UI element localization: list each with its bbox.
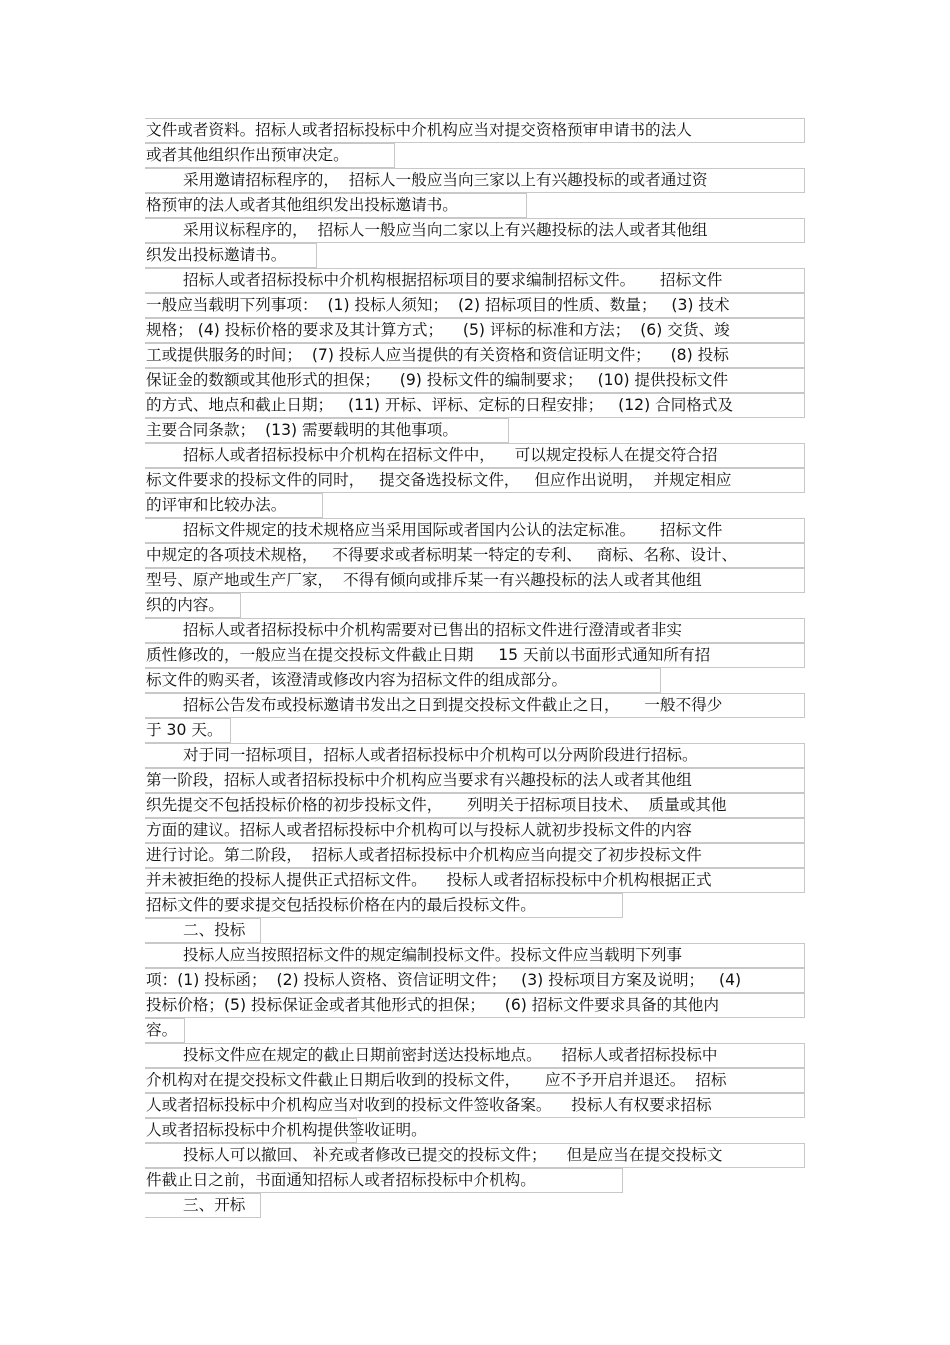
text-line: 对于同一招标项目，招标人或者招标投标中介机构可以分两阶段进行招标。 bbox=[183, 746, 698, 764]
text-line: 招标公告发布或投标邀请书发出之日到提交投标文件截止之日， 一般不得少 bbox=[183, 696, 723, 714]
text-line: 中规定的各项技术规格， 不得要求或者标明某一特定的专利、 商标、名称、设计、 bbox=[146, 546, 738, 564]
text-line: 招标人或者招标投标中介机构根据招标项目的要求编制招标文件。 招标文件 bbox=[183, 271, 723, 289]
text-line: 招标人或者招标投标中介机构在招标文件中， 可以规定投标人在提交符合招 bbox=[183, 446, 718, 464]
text-line: 于 30 天。 bbox=[146, 721, 223, 739]
text-line: 采用邀请招标程序的， 招标人一般应当向三家以上有兴趣投标的或者通过资 bbox=[183, 171, 708, 189]
text-line: 标文件要求的投标文件的同时， 提交备选投标文件， 但应作出说明， 并规定相应 bbox=[146, 471, 732, 489]
text-line: 人或者招标投标中介机构应当对收到的投标文件签收备案。 投标人有权要求招标 bbox=[146, 1096, 712, 1114]
text-line: 并未被拒绝的投标人提供正式招标文件。 投标人或者招标投标中介机构根据正式 bbox=[146, 871, 712, 889]
text-line: 工或提供服务的时间； (7) 投标人应当提供的有关资格和资信证明文件； (8) 投标 bbox=[146, 346, 729, 364]
text-line: 投标人可以撤回、 补充或者修改已提交的投标文件； 但是应当在提交投标文 bbox=[183, 1146, 723, 1164]
text-line: 规格； (4) 投标价格的要求及其计算方式； (5) 评标的标准和方法； (6) 交货、竣 bbox=[146, 321, 730, 339]
text-line: 投标文件应在规定的截止日期前密封送达投标地点。 招标人或者招标投标中 bbox=[183, 1046, 718, 1064]
text-line: 人或者招标投标中介机构提供签收证明。 bbox=[146, 1121, 427, 1139]
text-line: 的评审和比较办法。 bbox=[146, 496, 287, 514]
text-line: 格预审的法人或者其他组织发出投标邀请书。 bbox=[146, 196, 458, 214]
text-line: 方面的建议。招标人或者招标投标中介机构可以与投标人就初步投标文件的内容 bbox=[146, 821, 692, 839]
text-line: 二、投标 bbox=[183, 921, 246, 939]
text-line: 介机构对在提交投标文件截止日期后收到的投标文件， 应不予开启并退还。 招标 bbox=[146, 1071, 727, 1089]
text-line: 织先提交不包括投标价格的初步投标文件， 列明关于招标项目技术、 质量或其他 bbox=[146, 796, 727, 814]
text-line: 进行讨论。第二阶段， 招标人或者招标投标中介机构应当向提交了初步投标文件 bbox=[146, 846, 702, 864]
text-line: 织发出投标邀请书。 bbox=[146, 246, 287, 264]
text-line: 一般应当载明下列事项： (1) 投标人须知； (2) 招标项目的性质、数量； (3) 技术 bbox=[146, 296, 730, 314]
text-line: 招标文件规定的技术规格应当采用国际或者国内公认的法定标准。 招标文件 bbox=[183, 521, 723, 539]
text-line: 容。 bbox=[146, 1021, 178, 1039]
text-line: 主要合同条款； (13) 需要载明的其他事项。 bbox=[146, 421, 458, 439]
text-line: 项：(1) 投标函； (2) 投标人资格、资信证明文件； (3) 投标项目方案及说明； (4) bbox=[146, 971, 742, 989]
text-line: 投标价格；(5) 投标保证金或者其他形式的担保； (6) 招标文件要求具备的其他内 bbox=[146, 996, 719, 1014]
text-line: 件截止日之前，书面通知招标人或者招标投标中介机构。 bbox=[146, 1171, 536, 1189]
text-line: 织的内容。 bbox=[146, 596, 224, 614]
text-line: 或者其他组织作出预审决定。 bbox=[146, 146, 349, 164]
text-line: 采用议标程序的， 招标人一般应当向二家以上有兴趣投标的法人或者其他组 bbox=[183, 221, 708, 239]
text-line: 三、开标 bbox=[183, 1196, 246, 1214]
text-line: 招标文件的要求提交包括投标价格在内的最后投标文件。 bbox=[146, 896, 536, 914]
text-line: 标文件的购买者，该澄清或修改内容为招标文件的组成部分。 bbox=[146, 671, 568, 689]
text-line: 质性修改的，一般应当在提交投标文件截止日期 15 天前以书面形式通知所有招 bbox=[146, 646, 711, 664]
text-line: 型号、原产地或生产厂家， 不得有倾向或排斥某一有兴趣投标的法人或者其他组 bbox=[146, 571, 702, 589]
text-line: 招标人或者招标投标中介机构需要对已售出的招标文件进行澄清或者非实 bbox=[183, 621, 683, 639]
text-line: 保证金的数额或其他形式的担保； (9) 投标文件的编制要求； (10) 提供投标文件 bbox=[146, 371, 729, 389]
text-line: 第一阶段，招标人或者招标投标中介机构应当要求有兴趣投标的法人或者其他组 bbox=[146, 771, 692, 789]
text-line: 的方式、地点和截止日期； (11) 开标、评标、定标的日程安排； (12) 合同格式及 bbox=[146, 396, 734, 414]
text-line: 投标人应当按照招标文件的规定编制投标文件。投标文件应当载明下列事 bbox=[183, 946, 683, 964]
text-line: 文件或者资料。招标人或者招标投标中介机构应当对提交资格预审申请书的法人 bbox=[146, 121, 692, 139]
